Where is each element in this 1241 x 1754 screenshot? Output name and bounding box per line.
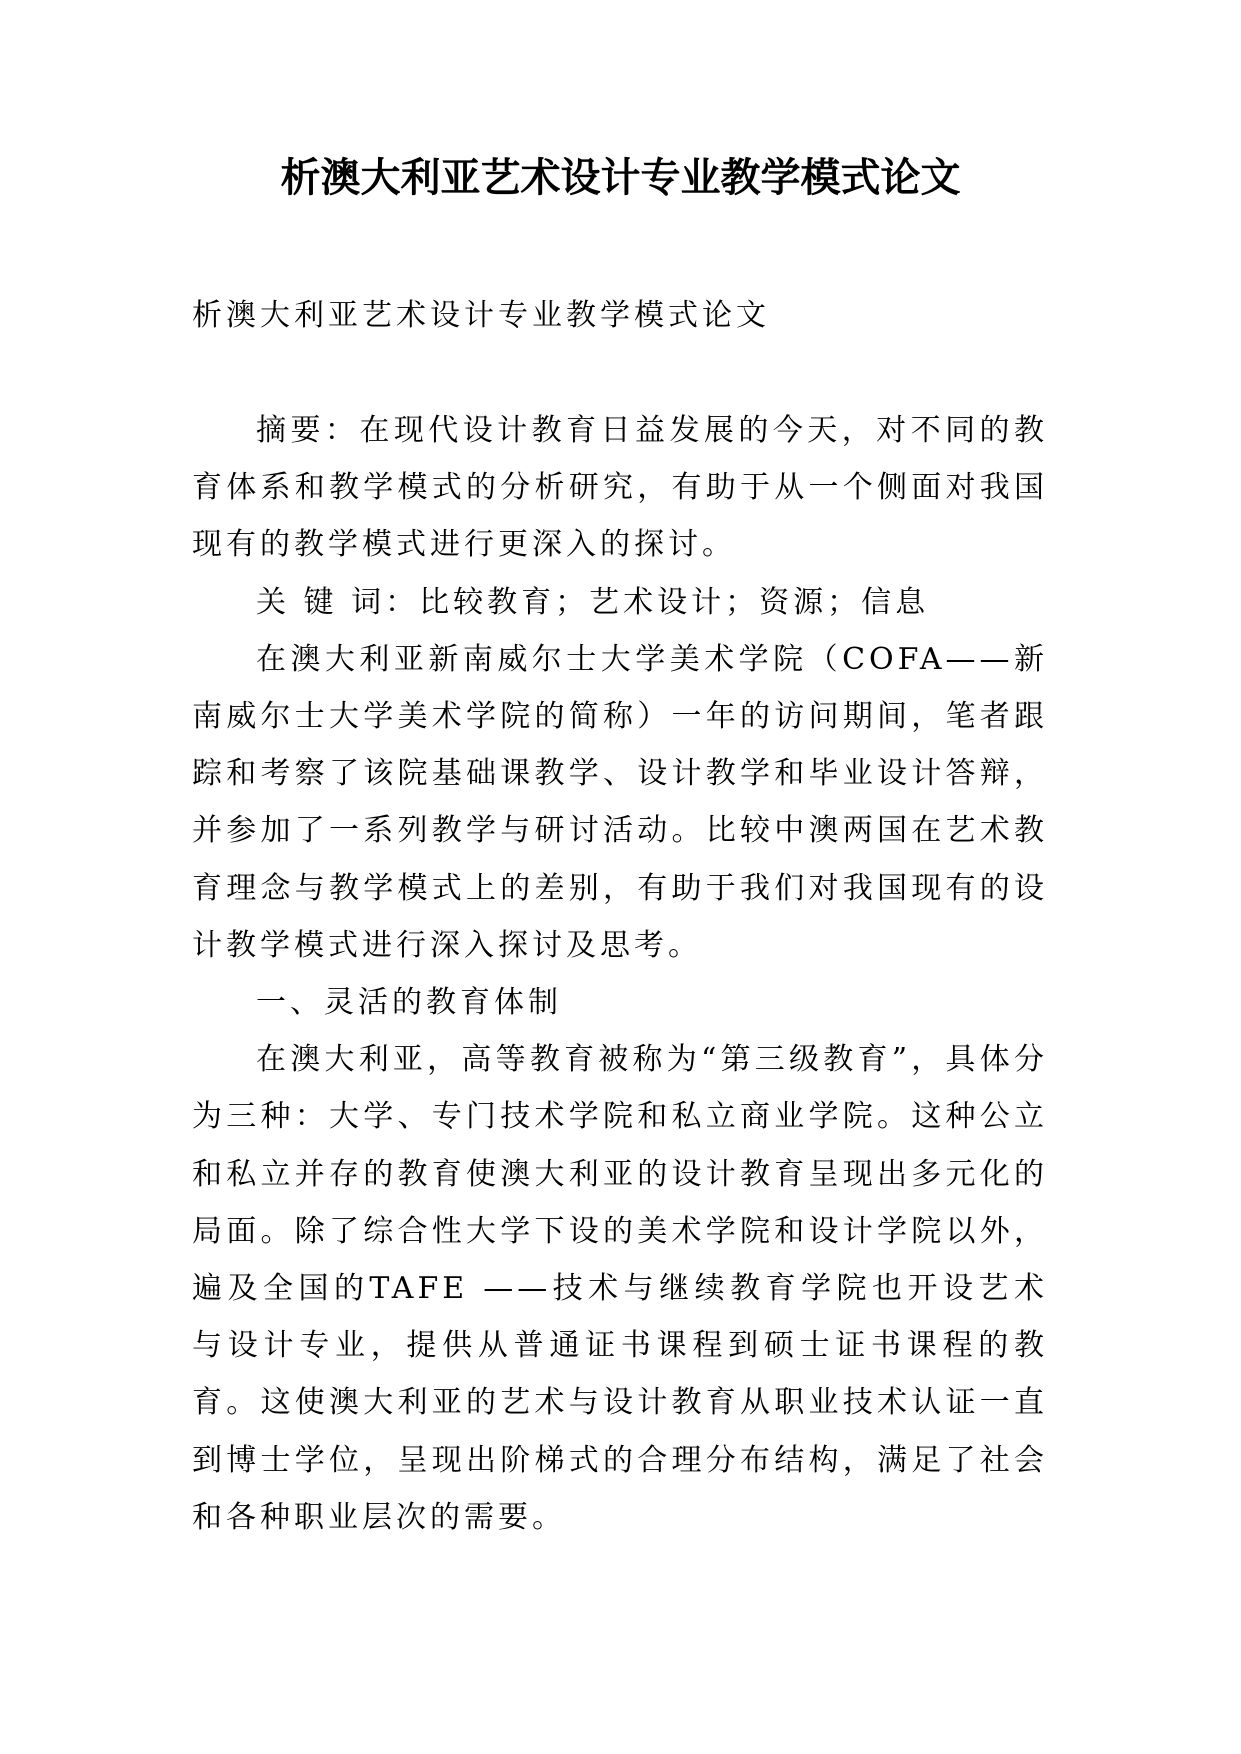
section-heading: 一、灵活的教育体制	[256, 985, 562, 1021]
document-title: 析澳大利亚艺术设计专业教学模式论文	[280, 155, 961, 201]
document-body	[192, 402, 1048, 1546]
keywords-paragraph: 关 键 词：比较教育；艺术设计；资源；信息	[256, 584, 930, 620]
intro-paragraph: 在澳大利亚新南威尔士大学美术学院（COFA——新南威尔士大学美术学院的简称）一年的访问期间，笔者跟踪和考察了该院基础课教学、设计教学和毕业设计答辩，并参加了一系列教学与研讨活动。比较中澳两国在艺术教育理念与教学模式上的差别，有助于我们对我国现有的设计教学模式进行深入探讨及思考。	[192, 641, 1048, 963]
abstract-paragraph: 摘要：在现代设计教育日益发展的今天，对不同的教育体系和教学模式的分析研究，有助于从一个侧面对我国现有的教学模式进行更深入的探讨。	[192, 413, 1048, 563]
section-paragraph: 在澳大利亚，高等教育被称为“第三级教育”，具体分为三种：大学、专门技术学院和私立商业学院。这种公立和私立并存的教育使澳大利亚的设计教育呈现出多元化的局面。除了综合性大学下设的美术学院和设计学院以外，遍及全国的TAFE ——技术与继续教育学院也开设艺术与设计专业，提供从普通证书课程到硕士证书课程的教育。这使澳大利亚的艺术与设计教育从职业技术认证一直到博士学位，呈现出阶梯式的合理分布结构，满足了社会和各种职业层次的需要。	[192, 1042, 1048, 1535]
document-subtitle: 析澳大利亚艺术设计专业教学模式论文	[192, 298, 770, 333]
